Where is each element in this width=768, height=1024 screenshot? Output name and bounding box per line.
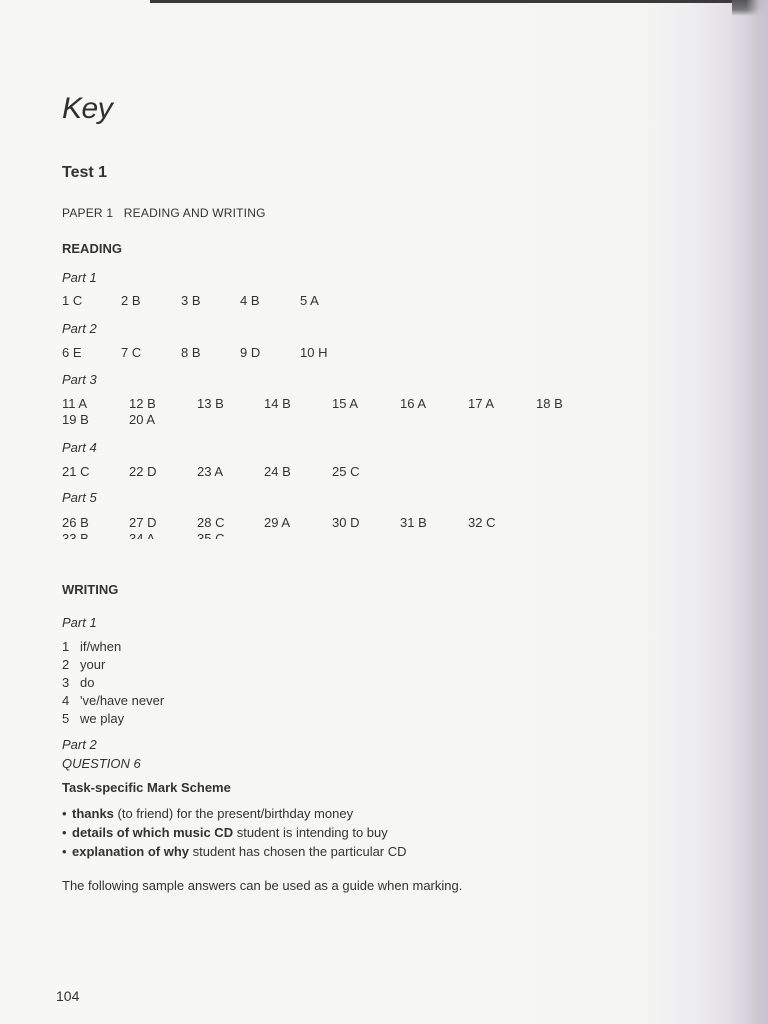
- reading-part-4-label: Part 4: [62, 440, 97, 455]
- mark-scheme-title: Task-specific Mark Scheme: [62, 780, 231, 795]
- answer-item: 17 A: [468, 396, 495, 411]
- answer-item: 12 B: [129, 396, 156, 411]
- reading-part-3-label: Part 3: [62, 372, 97, 387]
- answer-item: 10 H: [300, 345, 328, 360]
- answer-item: 4 B: [240, 293, 260, 308]
- answer-item: 2 B: [121, 293, 141, 308]
- answer-item: 22 D: [129, 464, 157, 479]
- bullet-icon: •: [62, 806, 67, 821]
- list-item: 4 've/have never: [62, 693, 165, 708]
- writing-part-1-list: [62, 638, 164, 728]
- list-item: 3 do: [62, 675, 95, 690]
- page-number: 104: [56, 988, 80, 1004]
- page-top-edge: [150, 0, 768, 3]
- answer-item: 8 B: [181, 345, 201, 360]
- reading-heading: READING: [62, 241, 122, 256]
- bullet-icon: •: [62, 844, 67, 859]
- answer-item: 20 A: [129, 412, 156, 427]
- answer-item: 25 C: [332, 464, 360, 479]
- list-item: 1 if/when: [62, 639, 122, 654]
- answer-item: 24 B: [264, 464, 291, 479]
- answer-item: 27 D: [129, 515, 157, 530]
- answer-item: 9 D: [240, 345, 261, 360]
- answer-item: 19 B: [62, 412, 89, 427]
- writing-heading: WRITING: [62, 582, 119, 597]
- page-title: Key: [62, 92, 113, 125]
- test-heading: Test 1: [62, 164, 108, 181]
- reading-part-5-label: Part 5: [62, 490, 97, 505]
- answer-item: 30 D: [332, 515, 360, 530]
- answer-item: 6 E: [62, 345, 82, 360]
- answer-item: 29 A: [264, 515, 291, 530]
- answer-item: 7 C: [121, 345, 142, 360]
- reading-part-2-label: Part 2: [62, 321, 97, 336]
- answer-item: 1 C: [62, 293, 83, 308]
- answer-item: 32 C: [468, 515, 496, 530]
- answer-item: 23 A: [197, 464, 224, 479]
- answer-item: 31 B: [400, 515, 427, 530]
- book-spine-shadow: [746, 0, 768, 1024]
- answer-item: 14 B: [264, 396, 291, 411]
- writing-part-1-label: Part 1: [62, 615, 97, 630]
- answer-item: 5 A: [300, 293, 319, 308]
- answer-item: 13 B: [197, 396, 224, 411]
- answer-item: 28 C: [197, 515, 225, 530]
- list-item: • explanation of why student has chosen the particular CD: [62, 844, 407, 859]
- bullet-icon: •: [62, 825, 67, 840]
- list-item: • details of which music CD student is intending to buy: [62, 825, 388, 840]
- answer-item: 21 C: [62, 464, 90, 479]
- answer-item: 26 B: [62, 515, 89, 530]
- sample-answers-note: The following sample answers can be used as a guide when marking.: [62, 878, 463, 893]
- answer-item: 16 A: [400, 396, 427, 411]
- answer-item: 18 B: [536, 396, 563, 411]
- answer-item: 11 A: [62, 396, 88, 411]
- answer-item: 3 B: [181, 293, 201, 308]
- mark-scheme-list: [62, 804, 407, 861]
- question-label: QUESTION 6: [62, 756, 141, 771]
- list-item: 2 your: [62, 657, 106, 672]
- answer-item: 15 A: [332, 396, 359, 411]
- reading-part-1-label: Part 1: [62, 270, 97, 285]
- scan-cutoff: [55, 539, 255, 549]
- writing-part-2-label: Part 2: [62, 737, 97, 752]
- paper-heading: PAPER 1 READING AND WRITING: [62, 206, 266, 220]
- list-item: • thanks (to friend) for the present/birthday money: [62, 806, 354, 821]
- list-item: 5 we play: [62, 711, 125, 726]
